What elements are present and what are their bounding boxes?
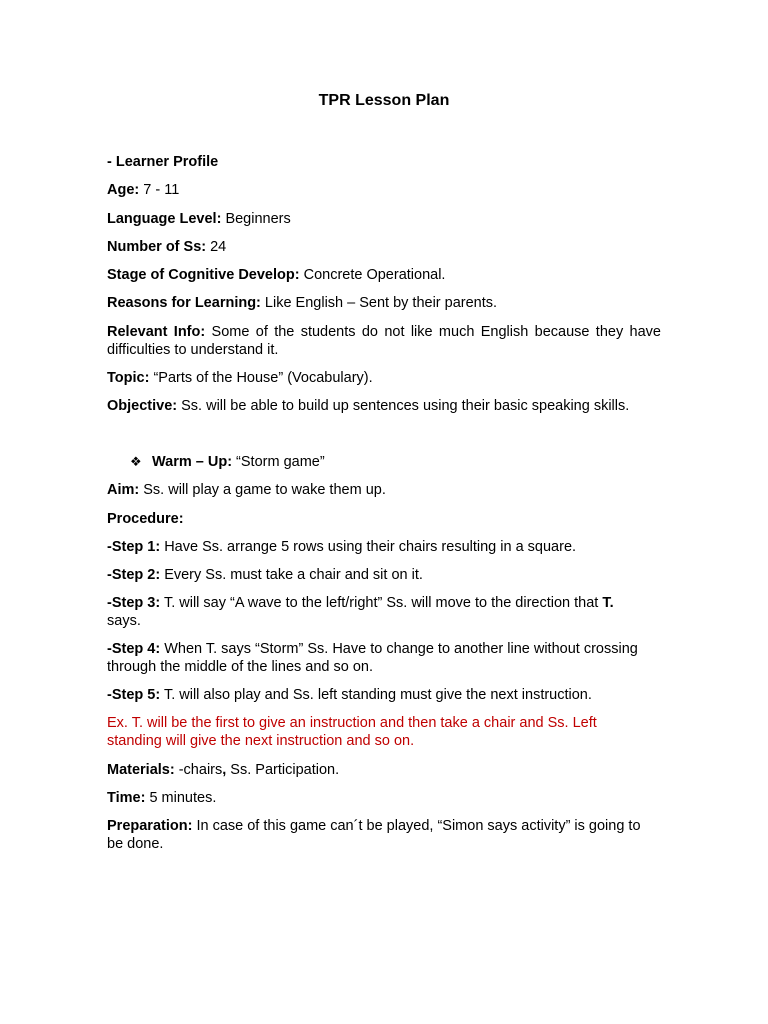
aim-label: Aim: xyxy=(107,482,140,498)
diamond-bullet-icon: ❖ xyxy=(130,454,142,469)
topic-value: “Parts of the House” (Vocabulary). xyxy=(149,370,373,386)
example-line-1: Ex. T. will be the first to give an instruction and then take a chair and Ss. Left xyxy=(107,715,597,731)
reasons-row xyxy=(107,294,661,312)
page-title: TPR Lesson Plan xyxy=(318,92,450,109)
step-3-line2: says. xyxy=(107,613,141,629)
step-2-label: -Step 2: xyxy=(107,567,161,583)
step-5-text: T. will also play and Ss. left standing must give the next instruction. xyxy=(160,687,592,703)
language-level-row xyxy=(107,210,661,228)
step-4-line2: through the middle of the lines and so on. xyxy=(107,659,374,675)
procedure-heading: Procedure: xyxy=(107,511,184,527)
objective-row xyxy=(107,397,661,415)
aim-value: Ss. will play a game to wake them up. xyxy=(139,482,386,498)
time-label: Time: xyxy=(107,790,146,806)
step-3-bold-tail: T. xyxy=(598,595,614,611)
step-5-label: -Step 5: xyxy=(107,687,161,703)
preparation-line-2: be done. xyxy=(107,836,164,852)
materials-row xyxy=(107,761,661,779)
age-label: Age: xyxy=(107,182,140,198)
step-4-row xyxy=(107,640,661,658)
warm-up-label: Warm – Up: xyxy=(152,454,233,470)
stage-label: Stage of Cognitive Develop: xyxy=(107,267,300,283)
aim-row xyxy=(107,481,661,499)
stage-row xyxy=(107,266,661,284)
step-3-label: -Step 3: xyxy=(107,595,161,611)
objective-label: Objective: xyxy=(107,398,178,414)
time-row xyxy=(107,789,661,807)
reasons-label: Reasons for Learning: xyxy=(107,295,261,311)
step-2-row xyxy=(107,566,661,584)
step-4-label: -Step 4: xyxy=(107,641,161,657)
warm-up-row xyxy=(130,453,325,471)
materials-comma: , xyxy=(222,762,227,778)
topic-row xyxy=(107,369,661,387)
materials-value-1: -chairs xyxy=(174,762,223,778)
preparation-label: Preparation: xyxy=(107,818,193,834)
number-of-ss-row xyxy=(107,238,661,256)
age-value: 7 - 11 xyxy=(139,182,180,198)
number-of-ss-value: 24 xyxy=(206,239,227,255)
relevant-info-value: Some of the students do not like much English because they have difficulties to understand it. xyxy=(107,324,661,358)
example-line-2: standing will give the next instruction and so on. xyxy=(107,733,415,749)
step-4-text: When T. says “Storm” Ss. Have to change to another line without crossing xyxy=(160,641,638,657)
preparation-line-1: In case of this game can´t be played, “Simon says activity” is going to xyxy=(192,818,641,834)
preparation-row xyxy=(107,817,661,835)
materials-label: Materials: xyxy=(107,762,175,778)
step-2-text: Every Ss. must take a chair and sit on it. xyxy=(160,567,423,583)
relevant-info-row xyxy=(107,323,661,359)
language-level-label: Language Level: xyxy=(107,211,222,227)
objective-value: Ss. will be able to build up sentences using their basic speaking skills. xyxy=(177,398,630,414)
step-5-row xyxy=(107,686,661,704)
warm-up-value: “Storm game” xyxy=(232,454,325,470)
step-1-text: Have Ss. arrange 5 rows using their chairs resulting in a square. xyxy=(160,539,577,555)
stage-value: Concrete Operational. xyxy=(299,267,446,283)
age-row xyxy=(107,181,661,199)
relevant-info-label: Relevant Info: xyxy=(107,324,206,340)
materials-value-2: Ss. Participation. xyxy=(226,762,340,778)
step-3-text: T. will say “A wave to the left/right” Ss. will move to the direction that xyxy=(160,595,599,611)
step-3-row xyxy=(107,594,661,612)
language-level-value: Beginners xyxy=(221,211,291,227)
step-1-row xyxy=(107,538,661,556)
step-1-label: -Step 1: xyxy=(107,539,161,555)
reasons-value: Like English – Sent by their parents. xyxy=(260,295,498,311)
learner-profile-heading: - Learner Profile xyxy=(107,154,219,170)
time-value: 5 minutes. xyxy=(145,790,217,806)
topic-label: Topic: xyxy=(107,370,150,386)
number-of-ss-label: Number of Ss: xyxy=(107,239,207,255)
